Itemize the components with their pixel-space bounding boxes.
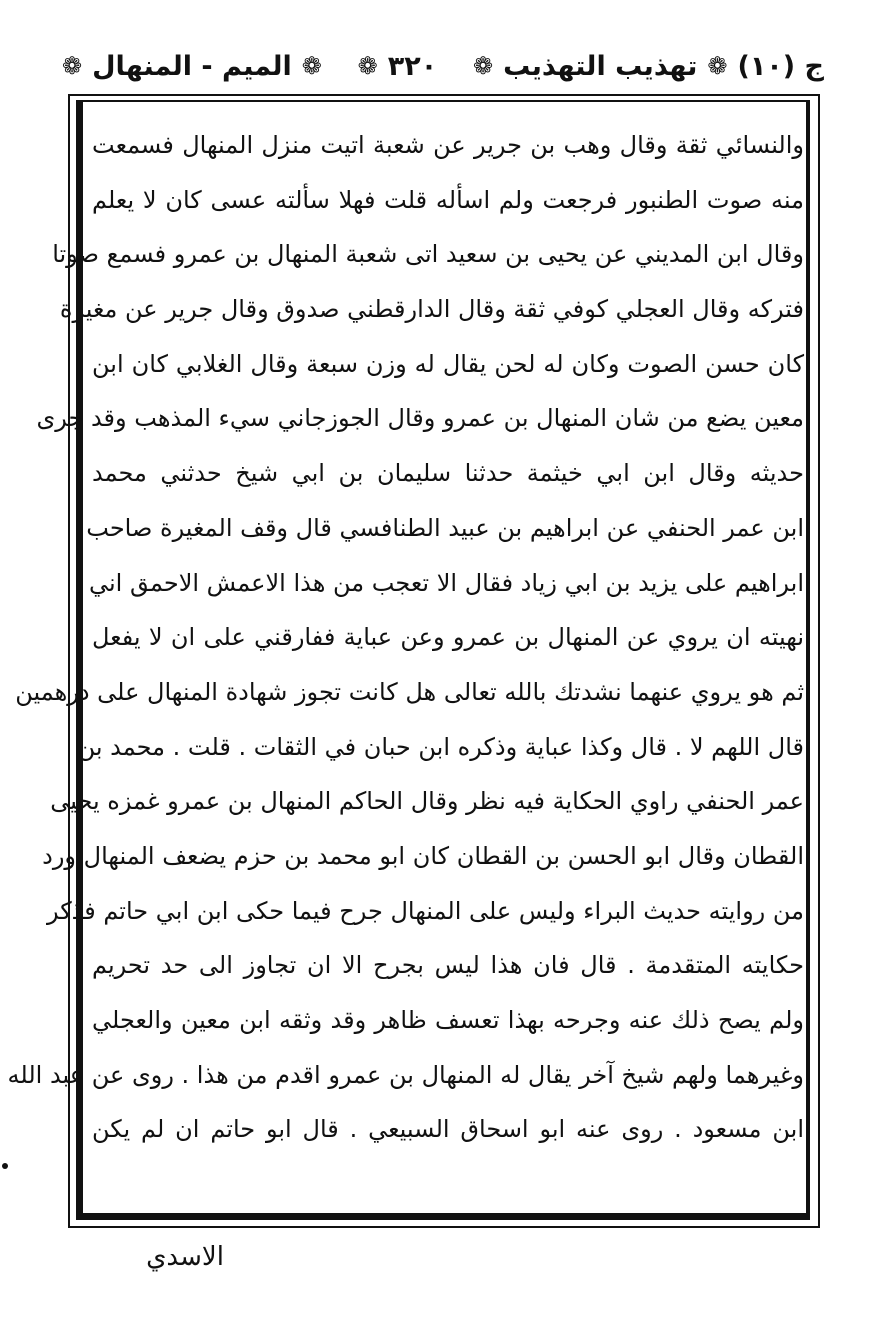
chapter-title: الميم - المنهال (92, 50, 292, 82)
book-title: تهذيب التهذيب (503, 50, 698, 82)
text-line: حديثه وقال ابن ابي خيثمة حدثنا سليمان بن ابي شيخ حدثني محمد (92, 459, 804, 488)
catchword: الاسدي (146, 1242, 224, 1272)
ornament-icon: ❁ (473, 52, 494, 80)
text-line: قال اللهم لا . قال وكذا عباية وذكره ابن حبان في الثقات . قلت . محمد بن (77, 732, 804, 761)
ornament-icon: ❁ (62, 52, 83, 80)
text-line: كان حسن الصوت وكان له لحن يقال له وزن سبعة وقال الغلابي كان ابن (92, 349, 804, 378)
ornament-icon: ❁ (707, 52, 728, 80)
text-line: ولم يصح ذلك عنه وجرحه بهذا تعسف ظاهر وقد وثقه ابن معين والعجلي (92, 1006, 804, 1034)
ornament-icon: ❁ (357, 52, 378, 80)
header-right (473, 51, 824, 82)
text-line: ابن عمر الحنفي عن ابراهيم بن عبيد الطنافسي قال وقف المغيرة صاحب (86, 513, 804, 542)
text-line: منه صوت الطنبور فرجعت ولم اسأله قلت فهلا سألته عسى كان لا يعلم (92, 185, 804, 214)
text-line: وغيرهما ولهم شيخ آخر يقال له المنهال بن عمرو اقدم من هذا . روى عن عبد الله (7, 1060, 804, 1089)
text-line: والنسائي ثقة وقال وهب بن جرير عن شعبة اتيت منزل المنهال فسمعت (92, 131, 804, 159)
text-line: وقال ابن المديني عن يحيى بن سعيد اتى شعبة المنهال بن عمرو فسمع صوتا (52, 240, 804, 269)
body-text (7, 118, 804, 1214)
text-line: نهيته ان يروي عن المنهال بن عمرو وعن عباية ففارقني على ان لا يفعل (92, 623, 804, 652)
text-line: حكايته المتقدمة . قال فان هذا ليس بجرح الا ان تجاوز الى حد تحريم (92, 951, 804, 980)
text-line: ثم هو يروي عنهما نشدتك بالله تعالى هل كانت تجوز شهادة المنهال على درهمين (15, 677, 804, 706)
header-left (62, 51, 322, 82)
header-center (358, 51, 438, 82)
scan-speck (2, 1163, 8, 1169)
text-line: من روايته حديث البراء وليس على المنهال جرح فيما حكى ابن ابي حاتم فذكر (46, 896, 804, 925)
page-number: ٣٢٠ (387, 50, 438, 82)
text-line: ابراهيم على يزيد بن ابي زياد فقال الا تعجب من هذا الاعمش الاحمق اني (88, 568, 804, 597)
text-line: معين يضع من شان المنهال بن عمرو وقال الجوزجاني سيء المذهب وقد جرى (36, 404, 804, 433)
ornament-icon: ❁ (301, 52, 322, 80)
text-line: القطان وقال ابو الحسن بن القطان كان ابو محمد بن حزم يضعف المنهال ورد (42, 841, 804, 870)
volume-label: ج (١٠) (737, 50, 824, 82)
text-line: فتركه وقال العجلي كوفي ثقة وقال الدارقطني صدوق وقال جرير عن مغيرة (59, 295, 804, 324)
text-line: عمر الحنفي راوي الحكاية فيه نظر وقال الحاكم المنهال بن عمرو غمزه يحيى (50, 787, 804, 816)
text-line: ابن مسعود . روى عنه ابو اسحاق السبيعي . قال ابو حاتم ان لم يكن (92, 1115, 804, 1144)
running-header (62, 44, 824, 88)
